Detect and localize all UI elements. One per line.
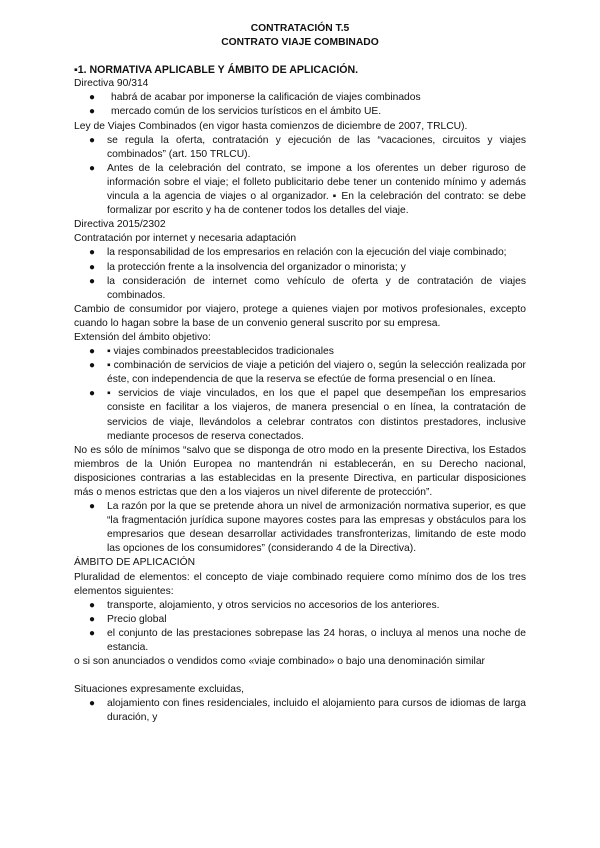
section-heading: ▪1. NORMATIVA APLICABLE Y ÁMBITO DE APLICACIÓN. bbox=[74, 64, 359, 77]
document-page bbox=[74, 22, 526, 726]
situaciones-paragraph: Situaciones expresamente excluidas, bbox=[74, 684, 244, 696]
blank-line bbox=[74, 669, 526, 683]
bullet-list-directiva-2015 bbox=[74, 246, 526, 302]
bullet-icon: ● bbox=[89, 599, 96, 611]
list-item: ● la consideración de internet como vehículo de oferta y de contratación de viajes combinados. bbox=[89, 275, 526, 301]
directiva-90-heading: Directiva 90/314 bbox=[74, 78, 149, 90]
list-item: ● Antes de la celebración del contrato, se impone a los oferentes un deber riguroso de información sobre el viaje; el folleto publicitario debe tener un contenido mínimo y además vincula a la agencia de viajes o al organizador. ▪ En la celebración del contrato: se debe formalizar por escrito y ha de contener todos los detalles del viaje. bbox=[89, 162, 526, 217]
bullet-icon: ● bbox=[89, 698, 96, 710]
bullet-list-ley bbox=[74, 134, 526, 219]
bullet-list-extension bbox=[74, 345, 526, 444]
bullet-icon: ● bbox=[89, 92, 96, 104]
list-item: ● Precio global bbox=[74, 613, 526, 627]
ley-viajes-paragraph: Ley de Viajes Combinados (en vigor hasta comienzos de diciembre de 2007, TRLCU). bbox=[74, 120, 468, 132]
cambio-consumidor-paragraph: Cambio de consumidor por viajero, protege a quienes viajen por motivos profesionales, excepto cuando lo hagan sobre la base de un convenio general suscrito por su empresa. bbox=[74, 303, 526, 329]
bullet-icon: ● bbox=[89, 346, 96, 358]
bullet-icon: ● bbox=[89, 134, 96, 146]
document-title: CONTRATACIÓN T.5 bbox=[250, 23, 350, 34]
bullet-icon: ● bbox=[89, 360, 96, 372]
list-item: ● el conjunto de las prestaciones sobrepase las 24 horas, o incluya al menos una noche de estancia. bbox=[89, 627, 526, 654]
list-item: ● la responsabilidad de los empresarios en relación con la ejecución del viaje combinado; bbox=[74, 246, 526, 260]
list-item: ● transporte, alojamiento, y otros servicios no accesorios de los anteriores. bbox=[74, 599, 526, 613]
list-item: ● se regula la oferta, contratación y ejecución de las “vacaciones, circuitos y viajes combinados” (art. 150 TRLCU). bbox=[89, 134, 526, 160]
extension-heading: Extensión del ámbito objetivo: bbox=[74, 331, 211, 343]
bullet-icon: ● bbox=[89, 106, 96, 118]
list-item: ● ▪ viajes combinados preestablecidos tradicionales bbox=[74, 345, 526, 359]
bullet-icon: ● bbox=[89, 162, 96, 174]
list-item: ● ▪ servicios de viaje vinculados, en los que el papel que desempeñan los empresarios consiste en facilitar a los viajeros, de manera presencial o en línea, la contratación de servicios de viaje, llevándolos a celebrar contratos con distintos prestadores, inclusive mediante procesos de reserva conectados. bbox=[89, 388, 526, 442]
pluralidad-paragraph: Pluralidad de elementos: el concepto de viaje combinado requiere como mínimo dos de los tres elementos siguientes: bbox=[74, 571, 526, 597]
no-minimos-paragraph: No es sólo de mínimos “salvo que se disponga de otro modo en la presente Directiva, los Estados miembros de la Unión Europea no mantendrán ni establecerán, en su Derecho nacional, disposiciones contrarias a las establecidas en la presente Directiva, en particular disposiciones más o menos estrictas que den a los viajeros un nivel diferente de protección”. bbox=[74, 444, 526, 498]
title-block bbox=[74, 22, 526, 49]
bullet-icon: ● bbox=[89, 388, 96, 400]
contratacion-internet-paragraph: Contratación por internet y necesaria adaptación bbox=[74, 233, 297, 245]
bullet-icon: ● bbox=[89, 247, 96, 259]
list-item: ● la protección frente a la insolvencia del organizador o minorista; y bbox=[74, 261, 526, 275]
ambito-heading: ÁMBITO DE APLICACIÓN bbox=[74, 557, 196, 569]
bullet-icon: ● bbox=[89, 627, 96, 639]
bullet-list-directiva-90 bbox=[74, 91, 526, 119]
bullet-list-razon bbox=[74, 500, 526, 556]
bullet-list-pluralidad bbox=[74, 599, 526, 655]
directiva-2015-heading: Directiva 2015/2302 bbox=[74, 219, 166, 231]
list-item: ● La razón por la que se pretende ahora un nivel de armonización normativa superior, es que “la fragmentación jurídica supone mayores costes para las empresas y obstáculos para los empresarios que desean desarrollar actividades transfronterizas, limitando de este modo las opciones de los consumidores” (considerando 4 de la Directiva). bbox=[89, 501, 526, 555]
bullet-icon: ● bbox=[89, 501, 96, 513]
list-item: ● mercado común de los servicios turísticos en el ámbito UE. bbox=[74, 105, 526, 119]
list-item: ● habrá de acabar por imponerse la calificación de viajes combinados bbox=[74, 91, 526, 105]
bullet-icon: ● bbox=[89, 275, 96, 287]
list-item: ● alojamiento con fines residenciales, incluido el alojamiento para cursos de idiomas de larga duración, y bbox=[89, 698, 526, 724]
document-subtitle: CONTRATO VIAJE COMBINADO bbox=[221, 36, 379, 48]
bullet-icon: ● bbox=[89, 261, 96, 273]
anunciados-paragraph: o si son anunciados o vendidos como «viaje combinado» o bajo una denominación similar bbox=[74, 656, 485, 668]
bullet-list-situaciones bbox=[74, 697, 526, 725]
bullet-icon: ● bbox=[89, 613, 96, 625]
list-item: ● ▪ combinación de servicios de viaje a petición del viajero o, según la selección realizada por éste, con independencia de que la reserva se efectúe de forma presencial o en línea. bbox=[89, 360, 526, 386]
